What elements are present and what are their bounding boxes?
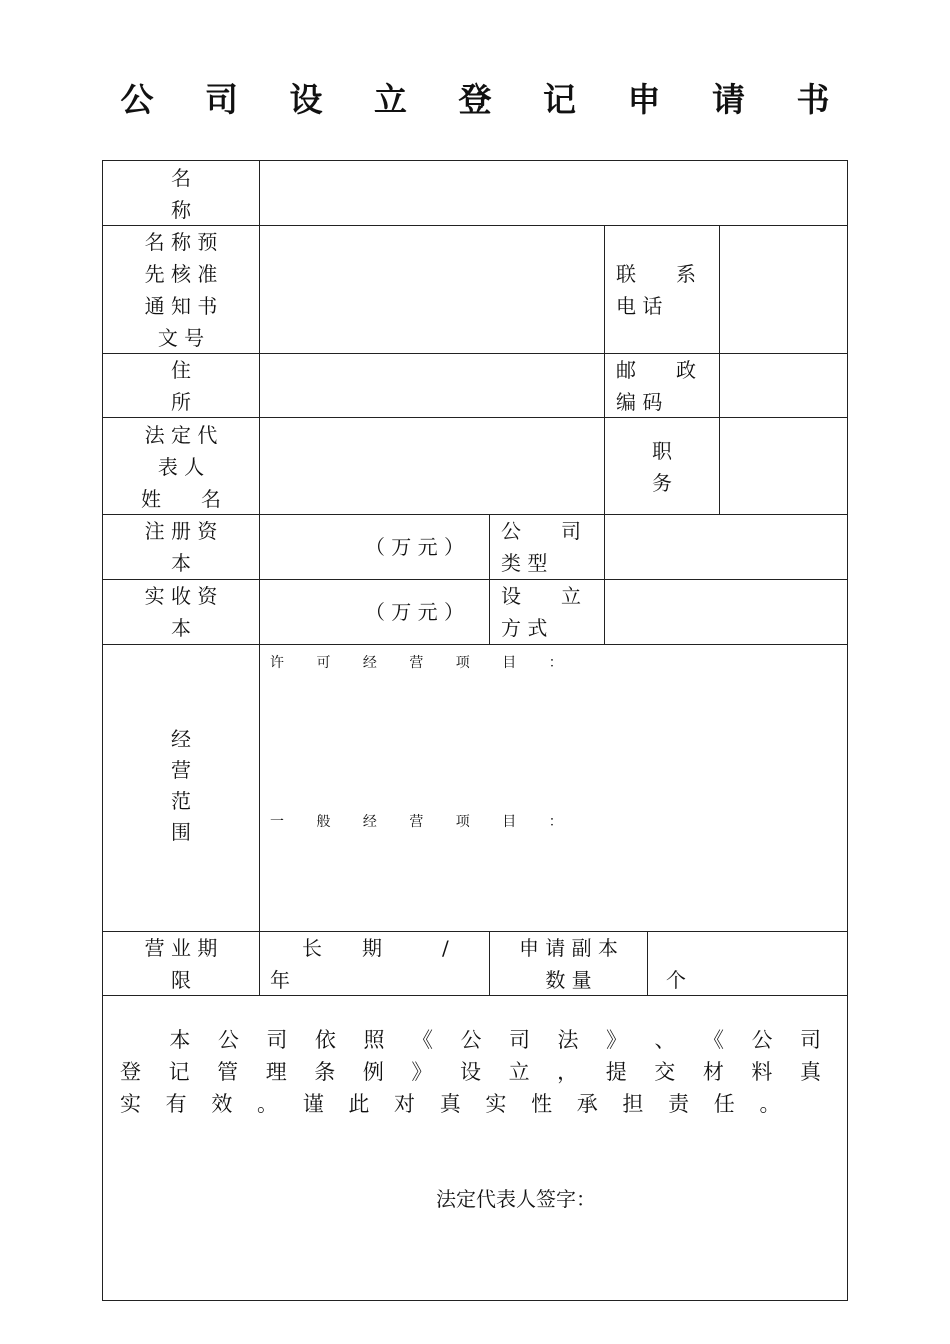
company-name-field[interactable] [261,162,847,224]
capital-unit: （ 万 元 ） [364,535,465,559]
company-type-label: 公 司 类 型 [501,519,581,575]
capital-unit: （ 万 元 ） [364,600,465,624]
legal-rep-name-label: 法 定 代 表 人 姓 名 [141,423,221,511]
establishment-method-label: 设 立 方 式 [501,584,581,640]
signature-field[interactable] [610,1182,830,1216]
column-divider [604,514,605,644]
name-label: 名 称 [171,166,191,222]
business-term-field[interactable]: 长 期 / 年 [270,936,449,992]
column-divider [719,225,720,514]
legal-rep-name-field[interactable] [261,419,603,513]
address-label: 住 所 [171,358,191,414]
licensed-items-label: 许 可 经 营 项 目 ： [270,655,577,671]
copies-unit: 个 [666,968,686,992]
page-title: 公 司 设 立 登 记 申 请 书 [120,80,850,119]
copies-count-field[interactable] [666,964,686,996]
row-divider [102,644,848,645]
registered-capital-field[interactable] [260,531,489,563]
address-field[interactable] [261,355,603,416]
declaration-text: 本 公 司 依 照 《 公 司 法 》 、 《 公 司 登 记 管 理 条 例 》 设 立 ， 提 交 材 料 真 实 有 效 。 谨 此 对 真 实 性 承 担 责 任 。 [120,1028,830,1116]
column-divider [647,931,648,995]
contact-phone-field[interactable] [721,227,847,352]
contact-phone-label: 联 系 电 话 [616,262,696,318]
postal-code-label: 邮 政 编 码 [616,358,696,414]
paid-capital-field[interactable] [260,596,489,628]
prelim-approval-label: 名 称 预 先 核 准 通 知 书 文 号 [144,230,218,350]
position-label: 职 务 [652,439,672,495]
business-scope-field[interactable] [261,675,847,929]
postal-code-field[interactable] [721,355,847,416]
registered-capital-label: 注 册 资 本 [144,519,218,575]
company-type-field[interactable] [606,516,847,578]
establishment-method-field[interactable] [606,581,847,643]
position-field[interactable] [721,419,847,513]
business-term-label: 营 业 期 限 [144,936,218,992]
business-scope-label: 经 营 范 围 [171,727,191,844]
column-divider [259,160,260,995]
copies-count-label: 申 请 副 本 数 量 [518,936,619,992]
signature-label: 法定代表人签字： [436,1187,596,1211]
general-items-label: 一 般 经 营 项 目 ： [270,814,577,830]
paid-capital-label: 实 收 资 本 [144,584,218,640]
column-divider [489,514,490,644]
prelim-approval-number-field[interactable] [261,227,603,352]
